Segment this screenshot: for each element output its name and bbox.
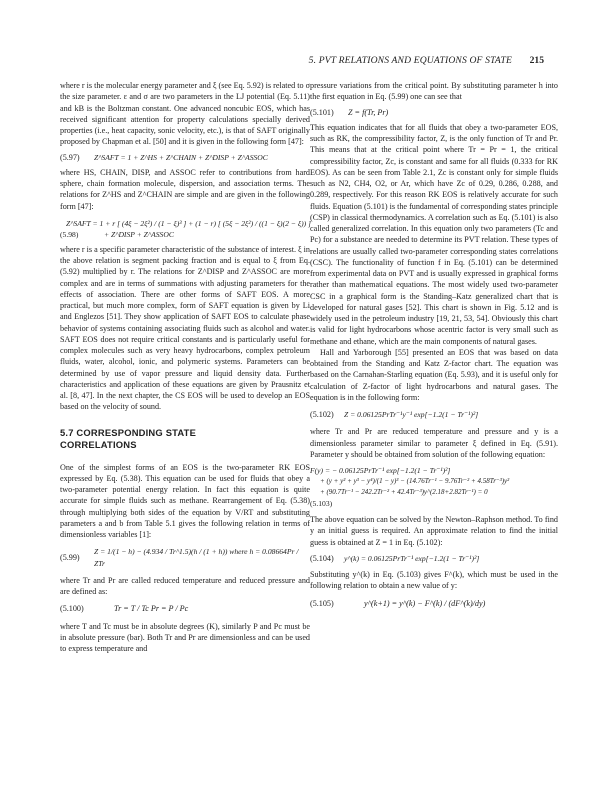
equation-line: + (90.7Tr⁻¹ − 242.2Tr⁻² + 42.4Tr⁻³)y^(2.18+2.82Tr⁻¹) = 0 [320, 488, 488, 496]
equation-body: Z = 0.06125PrTr⁻¹y⁻¹ exp[−1.2(1 − Tr⁻¹)²] [344, 410, 479, 419]
paragraph: pressure variations from the critical point. By substituting parameter h into the first equation in Eq. (5.99) one can see that [310, 81, 558, 102]
equation-5-100 [60, 603, 310, 614]
paragraph: Hall and Yarborough [55] presented an EOS that was based on data obtained from the Standing and Katz Z-factor chart. The equation was based on the Carnahan-Starling equation (Eq. 5.93), and it is useful only for calculation of Z-factor of light hydrocarbons and natural gases. The equation is in the following form: [310, 347, 558, 402]
right-column [310, 80, 558, 615]
equation-number: (5.101) [310, 107, 334, 117]
equation-body: y^(k) = 0.06125PrTr⁻¹ exp[−1.2(1 − Tr⁻¹)²] [344, 553, 480, 563]
equation-5-98 [60, 218, 310, 240]
equation-number: (5.97) [60, 152, 80, 162]
paragraph: The above equation can be solved by the Newton–Raphson method. To find y an initial guess is required. An approximate relation to find the initial guess is obtained at Z = 1 in Eq. (5.102): [310, 515, 558, 547]
paragraph: One of the simplest forms of an EOS is the two-parameter RK EOS expressed by Eq. (5.38). This equation can be used for fluids that obey a two-parameter potential energy relation. In fact this equation is quite accurate for simple fluids such as methane. Rearrangement of Eq. (5.38) through multiplying both sides of the equation by V/RT and substituting parameters a and b from Table 5.1 gives the following relation in terms of dimensionless variables [1]: [60, 462, 310, 539]
equation-number: (5.105) [310, 598, 334, 608]
equation-number: (5.102) [310, 410, 334, 419]
equation-number: (5.104) [310, 553, 334, 563]
equation-number: (5.103) [310, 499, 333, 508]
equation-number: (5.98) [60, 229, 79, 239]
running-title: 5. PVT RELATIONS AND EQUATIONS OF STATE [308, 55, 512, 66]
equation-line: + Z^DISP + Z^ASSOC [104, 229, 174, 239]
running-header [0, 55, 604, 69]
equation-body: Z = f(Tr, Pr) [348, 107, 389, 117]
paragraph: This equation indicates that for all fluids that obey a two-parameter EOS, such as RK, the compressibility factor, Z, is the only function of Tr and Pr. This means that at the critical point where Tr = Pr = 1, the critical compressibility factor, Zc, is constant and same for all fluids (0.333 for RK EOS). As can be seen from Table 2.1, Zc is constant only for simple fluids such as N2, CH4, O2, or Ar, which have Zc of 0.29, 0.286, 0.288, and 0.289, respectively. For this reason RK EOS is relatively accurate for such fluids. Equation (5.101) is the fundamental of corresponding states principle (CSP) in classical thermodynamics. A correlation such as Eq. (5.101) is also called generalized correlation. In this equation only two parameters (Tc and Pc) for a substance are needed to determine its PVT relation. These types of relations are usually called two-parameter corresponding states correlations (CSC). The functionality of function f in Eq. (5.101) can be determined from experimental data on PVT and is usually expressed in graphical forms rather than mathematical equations. The most widely used two-parameter CSC in a graphical form is the Standing–Katz generalized chart that is developed for natural gases [52]. This chart is shown in Fig. 5.12 and is widely used in the petroleum industry [19, 21, 53, 54]. Obviously this chart is valid for light hydrocarbons whose acentric factor is very small such as methane and ethane, which are the main components of natural gases. [310, 122, 558, 346]
equation-number: (5.100) [60, 604, 84, 614]
paragraph: where Tr and Pr are reduced temperature and pressure and y is a dimensionless parameter similar to parameter ξ defined in Eq. (5.91). Parameter y should be obtained from solution of the following equation: [310, 427, 558, 459]
equation-5-101 [310, 107, 558, 118]
equation-line: F(y) = − 0.06125PrTr⁻¹ exp[−1.2(1 − Tr⁻¹)²] [310, 466, 451, 475]
paragraph: where HS, CHAIN, DISP, and ASSOC refer to contributions from hard sphere, chain formation molecule, dispersion, and association terms. The relations for Z^HS and Z^CHAIN are simple and are given in the following form [47]: [60, 167, 310, 211]
equation-line: + (y + y² + y³ − y⁴)/(1 − y)³ − (14.76Tr⁻¹ − 9.76Tr⁻² + 4.58Tr⁻³)y² [320, 477, 510, 485]
paragraph: where T and Tc must be in absolute degrees (K), similarly P and Pc must be in absolute pressure (bar). Both Tr and Pr are dimensionless and can be used to express temperature and [60, 621, 310, 653]
paragraph: where r is a specific parameter characteristic of the substance of interest. ξ in the above relation is segment packing fraction and is equal to ξ from Eq. (5.92) multiplied by r. The relations for Z^DISP and Z^ASSOC are more complex and are in terms of summations with adjusting parameters for the effects of association. There are other forms of SAFT EOS. A more practical, but much more complex, form of SAFT equation is given by Li and Englezos [51]. They show application of SAFT EOS to calculate phase behavior of systems containing associating fluids such as alcohol and water. SAFT EOS does not require critical constants and is particularly useful for complex molecules such as very heavy hydrocarbons, complex petroleum fluids, water, alcohol, ionic, and polymeric systems. Parameters can be determined by use of vapor pressure and liquid density data. Further characteristics and application of these equations are given by Prausnitz et al. [8, 47]. In the next chapter, the CS EOS will be used to develop an EOS based on the velocity of sound. [60, 244, 310, 412]
equation-body: Tr = T / Tc Pr = P / Pc [114, 604, 189, 614]
equation-5-104 [310, 553, 558, 564]
paragraph: where r is the molecular energy parameter and ξ (see Eq. 5.92) is related to σ the size parameter. ε and σ are two parameters in the LJ potential (Eq. 5.11) and kB is the Boltzman constant. One advanced noncubic EOS, which has received significant attention for property calculations specially derived properties (i.e., heat capacity, sonic velocity, etc.), is that of SAFT originally proposed by Chapman et al. [50] and it is given in the following form [47]: [60, 81, 310, 147]
equation-5-99 [60, 546, 310, 569]
paragraph: Substituting y^(k) in Eq. (5.103) gives F^(k), which must be used in the following relation to obtain a new value of y: [310, 570, 558, 591]
equation-number: (5.99) [60, 552, 80, 562]
page-number: 215 [529, 55, 544, 66]
paragraph: where Tr and Pr are called reduced temperature and reduced pressure and are defined as: [60, 575, 310, 596]
equation-body: Z^SAFT = 1 + Z^HS + Z^CHAIN + Z^DISP + Z^ASSOC [94, 152, 268, 162]
left-column [60, 80, 310, 654]
equation-5-105 [310, 598, 558, 609]
section-heading [60, 427, 310, 452]
equation-line: Z^SAFT = 1 + r [ (4ξ − 2ξ²) / (1 − ξ)³ ] + (1 − r) [ (5ξ − 2ξ²) / ((1 − ξ)(2 − ξ)) ] [66, 218, 311, 228]
equation-5-103 [310, 465, 558, 509]
equation-body: y^(k+1) = y^(k) − F^(k) / (dF^(k)/dy) [364, 598, 486, 608]
equation-5-102 [310, 409, 558, 420]
equation-body: Z = 1/(1 − h) − (4.934 / Tr^1.5)(h / (1 + h)) where h = 0.08664Pr / ZTr [94, 547, 299, 568]
equation-5-97 [60, 152, 310, 163]
section-heading-line: 5.7 CORRESPONDING STATE [60, 426, 197, 438]
section-heading-line: CORRELATIONS [60, 439, 137, 450]
